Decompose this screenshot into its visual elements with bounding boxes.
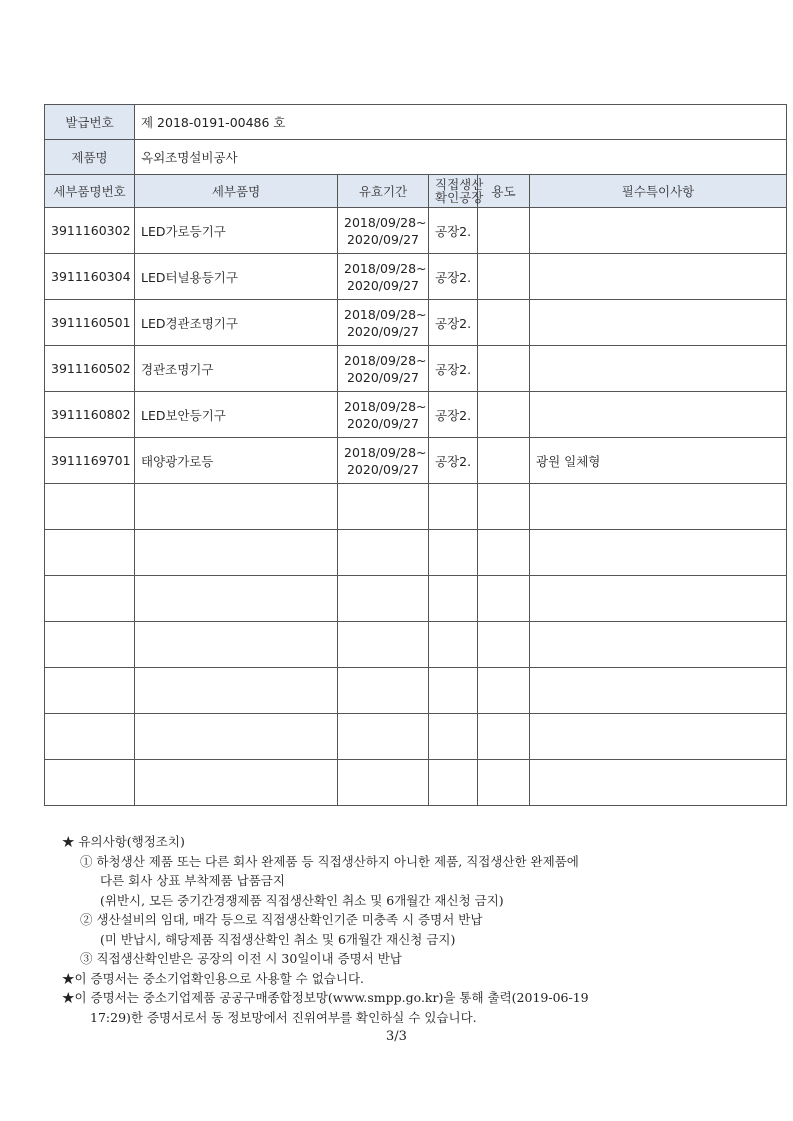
empty-row xyxy=(45,576,787,622)
product-name: 경관조명기구 xyxy=(135,346,338,392)
notice-title: ★ 유의사항(행정조치) xyxy=(62,834,185,849)
col-usage-header: 용도 xyxy=(478,175,530,208)
table-row xyxy=(45,300,787,346)
valid-period xyxy=(338,438,429,484)
valid-from: 2018/09/28~ xyxy=(344,398,427,414)
notice-item-1: ① 하청생산 제품 또는 다른 회사 완제품 등 직접생산하지 아니한 제품, 직접생산한 완제품에 xyxy=(80,853,579,869)
empty-row xyxy=(45,760,787,806)
product-name: LED경관조명기구 xyxy=(135,300,338,346)
col-code-header: 세부품명번호 xyxy=(45,175,135,208)
usage xyxy=(478,208,530,254)
valid-from: 2018/09/28~ xyxy=(344,352,427,368)
product-code: 3911160502 xyxy=(45,346,135,392)
factory: 공장2. xyxy=(429,254,478,300)
product-name-value: 옥외조명설비공사 xyxy=(135,140,787,175)
product-name: LED가로등기구 xyxy=(135,208,338,254)
table-row xyxy=(45,208,787,254)
valid-period xyxy=(338,300,429,346)
factory: 공장2. xyxy=(429,392,478,438)
usage xyxy=(478,392,530,438)
valid-to: 2020/09/27 xyxy=(346,461,420,477)
table-row xyxy=(45,392,787,438)
empty-row xyxy=(45,668,787,714)
factory: 공장2. xyxy=(429,300,478,346)
empty-row xyxy=(45,530,787,576)
notice-item-1-penalty: (위반시, 모든 중기간경쟁제품 직접생산확인 취소 및 6개월간 재신청 금지) xyxy=(100,892,504,908)
factory: 공장2. xyxy=(429,208,478,254)
valid-from: 2018/09/28~ xyxy=(344,214,427,230)
product-name: LED터널용등기구 xyxy=(135,254,338,300)
issue-number-value: 제 2018-0191-00486 호 xyxy=(135,105,787,140)
factory: 공장2. xyxy=(429,346,478,392)
notice-section xyxy=(62,832,762,1027)
table-row xyxy=(45,438,787,484)
valid-to: 2020/09/27 xyxy=(346,415,420,431)
usage xyxy=(478,438,530,484)
valid-period xyxy=(338,346,429,392)
notice-item-1-cont: 다른 회사 상표 부착제품 납품금지 xyxy=(100,873,285,888)
valid-to: 2020/09/27 xyxy=(346,277,420,293)
product-code: 3911169701 xyxy=(45,438,135,484)
issue-number-row xyxy=(45,105,787,140)
notice-item-2-penalty: (미 반납시, 해당제품 직접생산확인 취소 및 6개월간 재신청 금지) xyxy=(100,931,456,947)
usage xyxy=(478,346,530,392)
product-code: 3911160802 xyxy=(45,392,135,438)
special-note xyxy=(530,392,787,438)
page-number: 3/3 xyxy=(386,1029,407,1044)
valid-from: 2018/09/28~ xyxy=(344,260,427,276)
product-name-row xyxy=(45,140,787,175)
table-row xyxy=(45,254,787,300)
col-factory-header-line2: 확인공장 xyxy=(435,190,484,205)
valid-from: 2018/09/28~ xyxy=(344,306,427,322)
notice-print-source: ★이 증명서는 중소기업제품 공공구매종합정보망(www.smpp.go.kr)을 통해 출력(2019-06-19 xyxy=(62,990,589,1005)
factory: 공장2. xyxy=(429,438,478,484)
special-note: 광원 일체형 xyxy=(530,438,787,484)
valid-period xyxy=(338,254,429,300)
notice-print-source-cont: 17:29)한 증명서로서 동 정보망에서 진위여부를 확인하실 수 있습니다. xyxy=(90,1009,477,1025)
usage xyxy=(478,300,530,346)
special-note xyxy=(530,208,787,254)
product-code: 3911160302 xyxy=(45,208,135,254)
notice-item-2: ② 생산설비의 임대, 매각 등으로 직접생산확인기준 미충족 시 증명서 반납 xyxy=(80,912,483,927)
col-factory-header xyxy=(429,175,484,208)
empty-row xyxy=(45,484,787,530)
certificate-sheet xyxy=(44,104,786,806)
product-code: 3911160501 xyxy=(45,300,135,346)
special-note xyxy=(530,300,787,346)
product-code: 3911160304 xyxy=(45,254,135,300)
issue-number-label: 발급번호 xyxy=(45,105,135,140)
col-name-header: 세부품명 xyxy=(135,175,338,208)
table-row xyxy=(45,346,787,392)
valid-from: 2018/09/28~ xyxy=(344,444,427,460)
valid-period xyxy=(338,208,429,254)
valid-to: 2020/09/27 xyxy=(346,323,420,339)
special-note xyxy=(530,346,787,392)
product-name: 태양광가로등 xyxy=(135,438,338,484)
empty-row xyxy=(45,714,787,760)
empty-row xyxy=(45,622,787,668)
product-name-label: 제품명 xyxy=(45,140,135,175)
col-factory-header-line1: 직접생산 xyxy=(435,177,484,192)
special-note xyxy=(530,254,787,300)
notice-usage-limit: ★이 증명서는 중소기업확인용으로 사용할 수 없습니다. xyxy=(62,970,364,986)
product-table xyxy=(44,104,787,806)
valid-to: 2020/09/27 xyxy=(346,231,420,247)
notice-item-3: ③ 직접생산확인받은 공장의 이전 시 30일이내 증명서 반납 xyxy=(80,951,402,966)
valid-period xyxy=(338,392,429,438)
col-notes-header: 필수특이사항 xyxy=(530,175,787,208)
usage xyxy=(478,254,530,300)
column-header-row xyxy=(45,175,787,208)
col-period-header: 유효기간 xyxy=(338,175,429,208)
product-name: LED보안등기구 xyxy=(135,392,338,438)
valid-to: 2020/09/27 xyxy=(346,369,420,385)
